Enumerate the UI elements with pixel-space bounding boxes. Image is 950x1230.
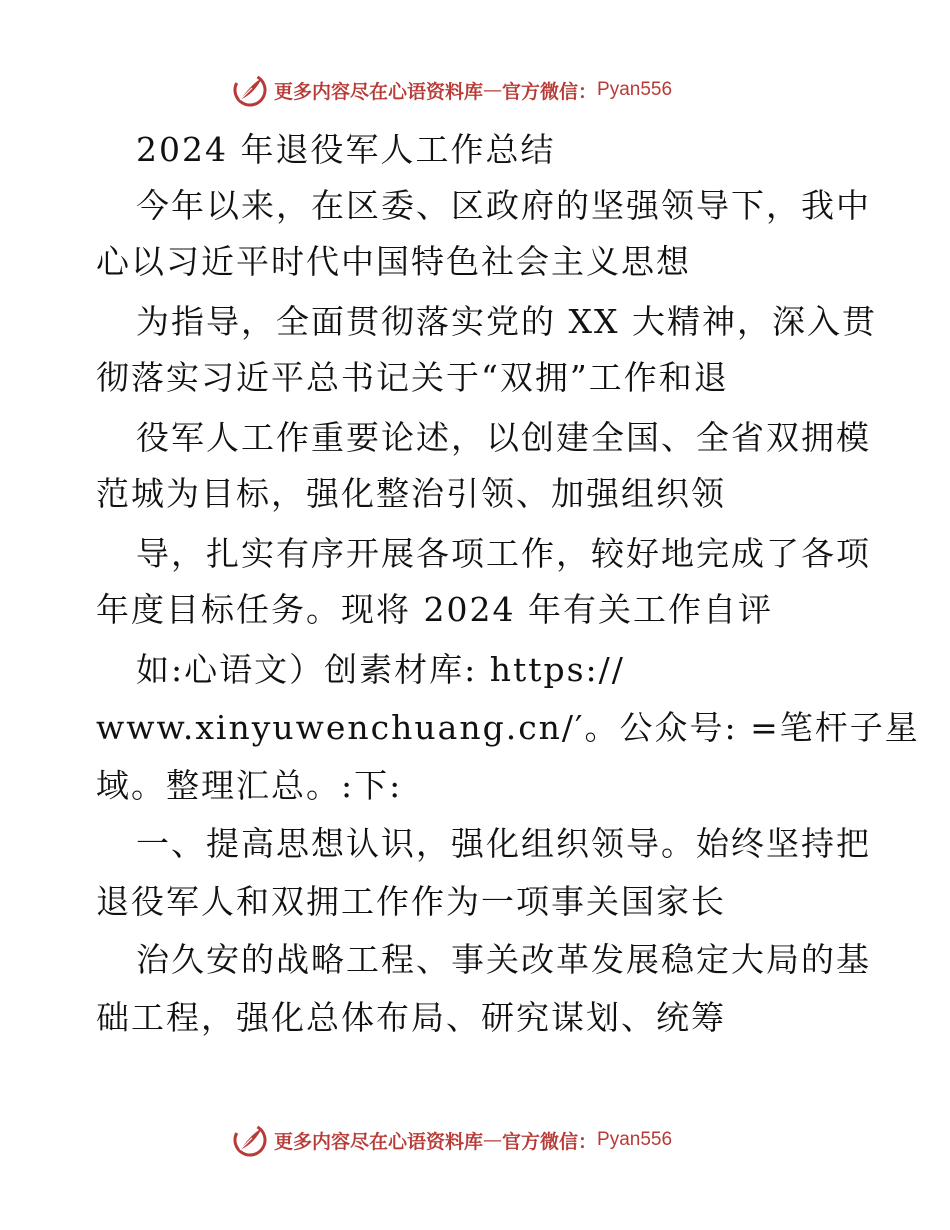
watermark-wechat-id: Pyan556 — [597, 1129, 673, 1150]
paragraph-line: 础工程，强化总体布局、研究谋划、统筹 — [96, 998, 726, 1037]
watermark-wechat-label: 官方微信： — [502, 80, 598, 103]
paragraph-line: 域。整理汇总。:下: — [96, 766, 403, 805]
watermark-site-text: 更多内容尽在心语资料库 — [274, 80, 484, 103]
paragraph-line: 今年以来，在区委、区政府的坚强领导下，我中 — [136, 186, 871, 225]
watermark-dash: — — [483, 1129, 503, 1151]
paragraph-line: 范城为目标，强化整治引领、加强组织领 — [96, 474, 726, 513]
paragraph-line: 治久安的战略工程、事关改革发展稳定大局的基 — [136, 940, 871, 979]
watermark-site-text: 更多内容尽在心语资料库 — [274, 1130, 484, 1153]
paragraph-line: 导，扎实有序开展各项工作，较好地完成了各项 — [136, 534, 871, 573]
paragraph-line: 彻落实习近平总书记关于“双拥”工作和退 — [96, 358, 729, 397]
paragraph-line: 为指导，全面贯彻落实党的 XX 大精神，深入贯 — [136, 302, 877, 341]
paragraph-line: 如:心语文）创素材库: https:// — [136, 650, 625, 689]
feather-pen-logo-icon — [232, 1122, 268, 1158]
watermark-wechat-label: 官方微信： — [502, 1130, 598, 1153]
paragraph-line: www.xinyuwenchuang.cn/′。公众号: =笔杆子星 — [96, 708, 920, 747]
section-heading-line: 一、提高思想认识，强化组织领导。始终坚持把 — [136, 824, 871, 863]
paragraph-line: 役军人工作重要论述，以创建全国、全省双拥模 — [136, 418, 871, 457]
watermark-wechat-id: Pyan556 — [597, 79, 673, 100]
header-watermark — [232, 70, 672, 110]
paragraph-line: 心以习近平时代中国特色社会主义思想 — [96, 242, 691, 281]
paragraph-line: 退役军人和双拥工作作为一项事关国家长 — [96, 882, 726, 921]
watermark-dash: — — [483, 79, 503, 101]
feather-pen-logo-icon — [232, 72, 268, 108]
footer-watermark — [232, 1120, 672, 1160]
document-title: 2024 年退役军人工作总结 — [136, 130, 556, 169]
paragraph-line: 年度目标任务。现将 2024 年有关工作自评 — [96, 590, 773, 629]
